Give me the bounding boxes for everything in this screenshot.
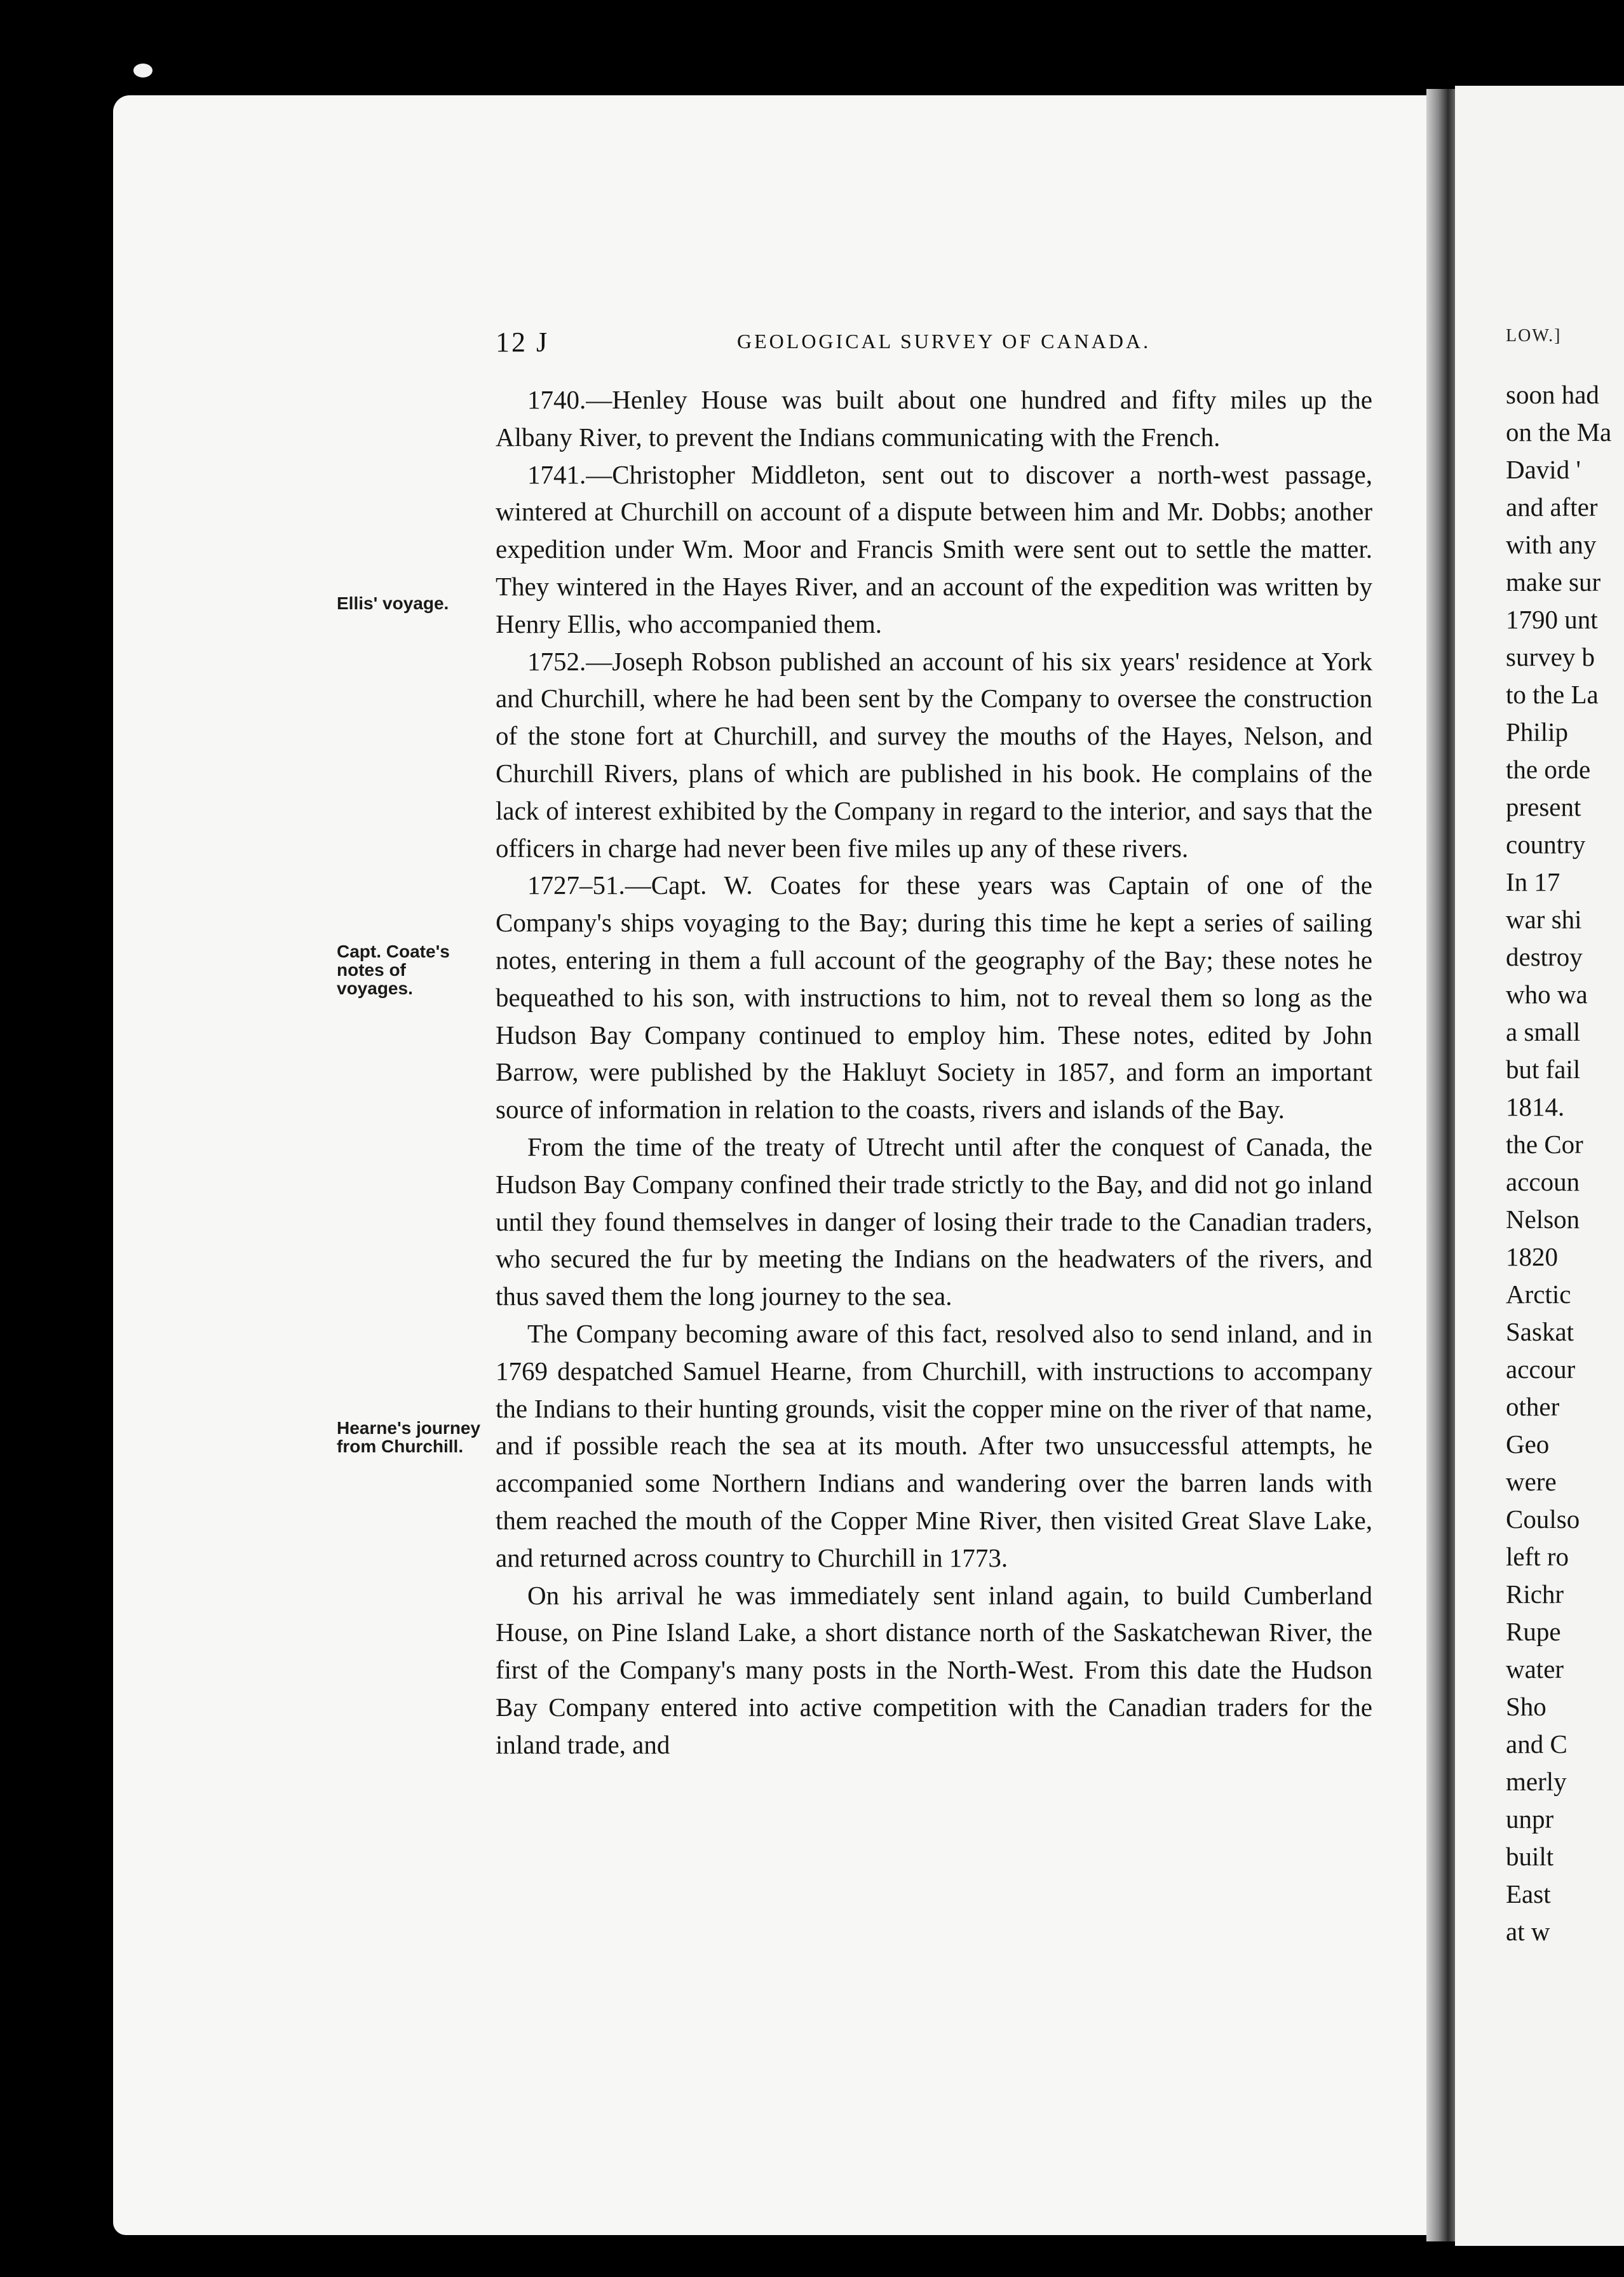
main-text <box>496 381 1372 1763</box>
facing-page-line: survey b <box>1506 642 1595 672</box>
scan-speck <box>133 64 152 78</box>
facing-page-line: 1820 <box>1506 1242 1558 1271</box>
facing-page-line: water <box>1506 1654 1564 1684</box>
facing-page-line: Coulso <box>1506 1504 1580 1534</box>
facing-page-line: 1790 unt <box>1506 605 1598 634</box>
facing-page-line: Richr <box>1506 1579 1564 1609</box>
facing-page-line: accoun <box>1506 1167 1580 1196</box>
facing-page-line: merly <box>1506 1767 1567 1796</box>
facing-page-line: Rupe <box>1506 1617 1561 1646</box>
facing-page-line: 1814. <box>1506 1092 1565 1121</box>
paragraph-1727-51: 1727–51.—Capt. W. Coates for these years was Captain of one of the Company's ships voyaging to the Bay; during this time he kept a series of sailing notes, entering in them a full account of the geography of the Bay; these notes he bequeathed to his son, with instructions to him, not to reveal them so long as the Hudson Bay Company continued to employ him. These notes, edited by John Barrow, were published by the Hakluyt Society in 1857, and form an important source of information in relation to the coasts, rivers and islands of the Bay. <box>496 870 1372 1125</box>
facing-page-line: Arctic <box>1506 1280 1571 1309</box>
facing-page-line: built <box>1506 1842 1554 1871</box>
facing-page-line: make sur <box>1506 567 1601 597</box>
facing-page-line: and after <box>1506 492 1598 522</box>
facing-page-line: destroy <box>1506 942 1583 971</box>
page-number: 12 J <box>496 327 550 358</box>
facing-page-line: Nelson <box>1506 1205 1580 1234</box>
facing-page-line: left ro <box>1506 1542 1569 1571</box>
facing-page-line: David ' <box>1506 455 1581 484</box>
facing-page-line: East <box>1506 1879 1551 1909</box>
facing-page-line: the Cor <box>1506 1130 1583 1159</box>
paragraph-cumberland: On his arrival he was immediately sent inland again, to build Cumberland House, on Pine Island Lake, a short distance north of the Saskatchewan River, the first of the Company's many posts in the North-West. From this date the Hudson Bay Company entered into active competition with the Canadian traders for the inland trade, and <box>496 1580 1372 1759</box>
facing-page-line: at w <box>1506 1917 1550 1946</box>
facing-page-line: accour <box>1506 1355 1576 1384</box>
paragraph-1740: 1740.—Henley House was built about one hundred and fifty miles up the Albany River, to prevent the Indians communicating with the French. <box>496 385 1372 452</box>
facing-page-line: soon had <box>1506 380 1599 409</box>
sidenote-hearne: Hearne's journey from Churchill. <box>337 1418 481 1456</box>
facing-page-line: war shi <box>1506 905 1582 934</box>
paragraph-hearne: The Company becoming aware of this fact, resolved also to send inland, and in 1769 despatched Samuel Hearne, from Churchill, with instructions to accompany the Indians to their hunting grounds, visit the copper mine on the river of that name, and if possible reach the sea at its mouth. After two unsuccessful attempts, he accompanied some Northern Indians and wandering over the barren lands with them reached the mouth of the Copper Mine River, then visited Great Slave Lake, and returned across country to Churchill in 1773. <box>496 1318 1372 1572</box>
facing-page-line: a small <box>1506 1017 1581 1046</box>
sidenote-coates: Capt. Coate's notes of voyages. <box>337 942 450 998</box>
paragraph-utrecht: From the time of the treaty of Utrecht until after the conquest of Canada, the Hudson Bay Company confined their trade strictly to the Bay, and did not go inland until they found themselves in danger of losing their trade to the Canadian traders, who secured the fur by meeting the Indians on the headwaters of the rivers, and thus saved them the long journey to the sea. <box>496 1132 1372 1311</box>
facing-page-line: to the La <box>1506 680 1599 709</box>
paragraph-1741: 1741.—Christopher Middleton, sent out to discover a north-west passage, wintered at Churchill on account of a dispute between him and Mr. Dobbs; another expedition under Wm. Moor and Francis Smith were sent out to settle the matter. They wintered in the Hayes River, and an account of the expedition was written by Henry Ellis, who accompanied them. <box>496 459 1372 639</box>
facing-page-line: Sho <box>1506 1692 1546 1721</box>
paragraph-1752: 1752.—Joseph Robson published an account of his six years' residence at York and Churchill, where he had been sent by the Company to oversee the construction of the stone fort at Churchill, and survey the mouths of the Hayes, Nelson, and Churchill Rivers, plans of which are published in his book. He complains of the lack of interest exhibited by the Company in regard to the interior, and says that the officers in charge had never been five miles up any of these rivers. <box>496 646 1372 863</box>
facing-page <box>1455 86 1624 2246</box>
facing-page-line: and C <box>1506 1729 1567 1759</box>
facing-page-line: the orde <box>1506 755 1591 784</box>
facing-page-line: Saskat <box>1506 1317 1574 1346</box>
facing-page-line: Philip <box>1506 717 1568 747</box>
facing-page-line: Geo <box>1506 1429 1550 1459</box>
facing-page-line: In 17 <box>1506 867 1560 896</box>
sidenote-ellis: Ellis' voyage. <box>337 593 449 613</box>
facing-page-line: country <box>1506 830 1586 859</box>
facing-page-line: present <box>1506 792 1581 821</box>
running-title: GEOLOGICAL SURVEY OF CANADA. <box>737 330 1151 353</box>
facing-page-header: LOW.] <box>1506 326 1562 346</box>
facing-page-line: other <box>1506 1392 1560 1421</box>
facing-page-line: on the Ma <box>1506 417 1612 447</box>
facing-page-line: with any <box>1506 530 1597 559</box>
facing-page-line: unpr <box>1506 1804 1554 1834</box>
facing-page-line: were <box>1506 1467 1557 1496</box>
facing-page-line: but fail <box>1506 1055 1581 1084</box>
facing-page-line: who wa <box>1506 980 1588 1009</box>
